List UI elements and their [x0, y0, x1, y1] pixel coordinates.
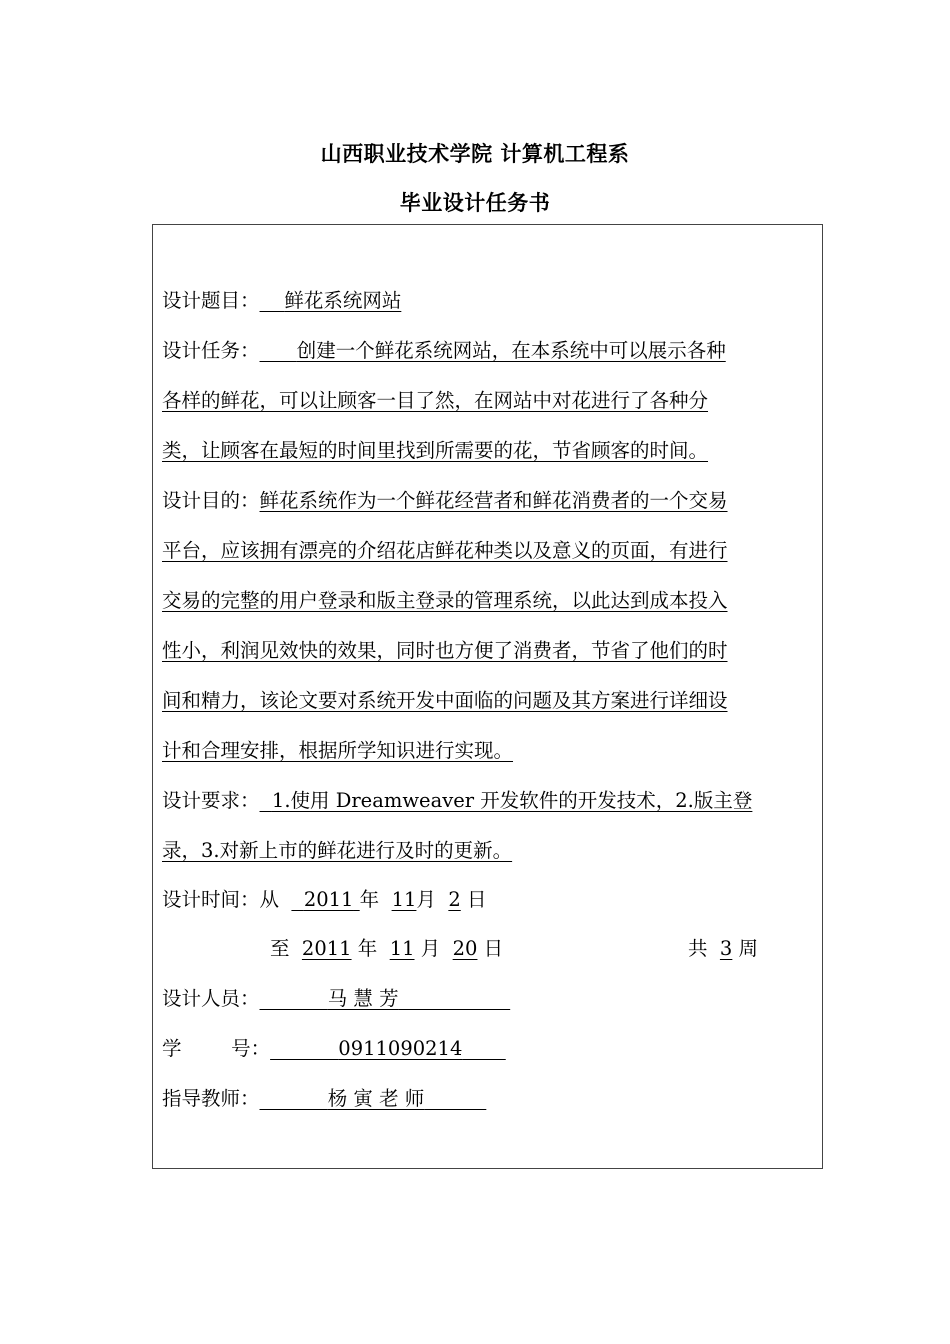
purpose-line-1: 鲜花系统作为一个鲜花经营者和鲜花消费者的一个交易: [259, 489, 728, 512]
purpose-line-6-row: [162, 737, 822, 765]
purpose-row: [162, 487, 822, 515]
document-title: 毕业设计任务书: [399, 191, 551, 215]
purpose-line-5: 间和精力，该论文要对系统开发中面临的问题及其方案进行详细设: [162, 689, 728, 712]
start-year: 2011: [303, 888, 354, 911]
requirement-label: 设计要求：: [162, 789, 260, 812]
task-line-2-row: [162, 387, 822, 415]
purpose-line-5-row: [162, 687, 822, 715]
student-id-value: 0911090214: [338, 1037, 463, 1060]
purpose-line-4: 性小，利润见效快的效果，同时也方便了消费者，节省了他们的时: [162, 639, 728, 662]
requirement-line-1: 1.使用 Dreamweaver 开发软件的开发技术，2.版主登: [271, 789, 753, 812]
time-label: 设计时间：从: [162, 888, 280, 911]
designer-value: 马 慧 芳: [327, 987, 399, 1010]
end-month-char: 月: [420, 937, 441, 960]
total-group: [688, 935, 758, 963]
start-month: 11: [391, 888, 417, 911]
task-line-2: 各样的鲜花，可以让顾客一目了然，在网站中对花进行了各种分: [162, 389, 709, 412]
task-line-3: 类，让顾客在最短的时间里找到所需要的花，节省顾客的时间。: [162, 439, 709, 462]
purpose-line-3: 交易的完整的用户登录和版主登录的管理系统，以此达到成本投入: [162, 589, 728, 612]
advisor-value: 杨 寅 老 师: [327, 1087, 425, 1110]
total-weeks: 3: [719, 937, 733, 960]
purpose-line-4-row: [162, 637, 822, 665]
student-id-row: [162, 1035, 822, 1063]
total-label: 共: [688, 937, 708, 960]
purpose-label: 设计目的：: [162, 489, 260, 512]
designer-row: [162, 985, 822, 1013]
purpose-line-3-row: [162, 587, 822, 615]
start-day: 2: [448, 888, 461, 911]
requirement-line-2-row: [162, 837, 822, 865]
purpose-line-6: 计和合理安排，根据所学知识进行实现。: [162, 739, 514, 762]
to-group: [270, 935, 503, 963]
topic-label: 设计题目：: [162, 289, 260, 312]
requirement-line-2: 录，3.对新上市的鲜花进行及时的更新。: [162, 839, 513, 862]
end-year: 2011: [301, 937, 352, 960]
year-char: 年: [359, 888, 380, 911]
end-day: 20: [452, 937, 478, 960]
designer-label: 设计人员：: [162, 987, 260, 1010]
task-row: [162, 337, 822, 365]
to-label: 至: [270, 937, 290, 960]
purpose-line-2: 平台，应该拥有漂亮的介绍花店鲜花种类以及意义的页面，有进行: [162, 539, 728, 562]
requirement-row: [162, 787, 822, 815]
student-id-label: 学 号：: [162, 1037, 271, 1060]
day-char: 日: [466, 888, 487, 911]
end-day-char: 日: [483, 937, 504, 960]
task-line-1: 创建一个鲜花系统网站，在本系统中可以展示各种: [296, 339, 726, 362]
task-line-3-row: [162, 437, 822, 465]
topic-value: 鲜花系统网站: [284, 289, 402, 312]
advisor-row: [162, 1085, 822, 1113]
week-char: 周: [738, 937, 759, 960]
purpose-line-2-row: [162, 537, 822, 565]
advisor-label: 指导教师：: [162, 1087, 260, 1110]
end-year-char: 年: [357, 937, 378, 960]
end-month: 11: [389, 937, 415, 960]
school-title: 山西职业技术学院 计算机工程系: [320, 142, 630, 166]
task-label: 设计任务：: [162, 339, 260, 362]
time-start-row: [162, 886, 822, 914]
month-char: 月: [416, 888, 436, 911]
topic-row: [162, 287, 822, 315]
